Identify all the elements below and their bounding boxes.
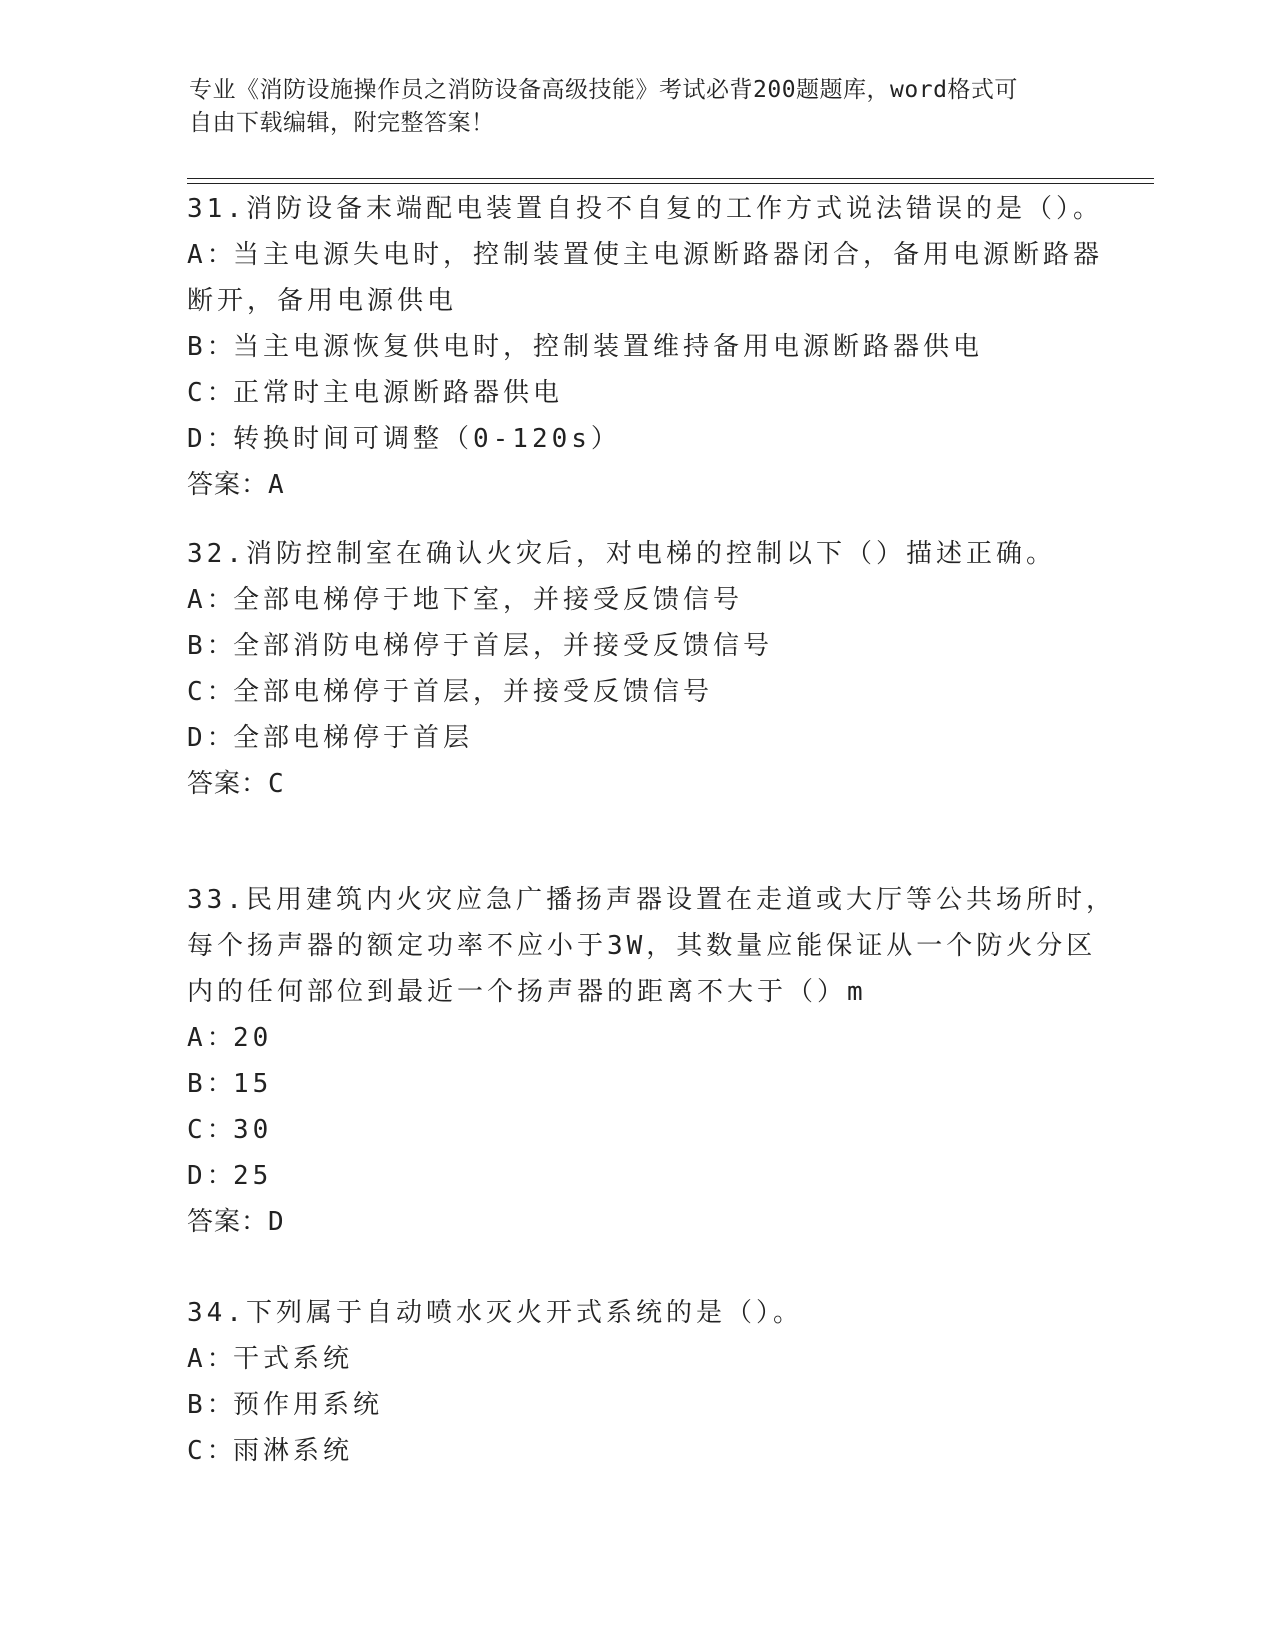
answer-line [187, 462, 1087, 508]
option-text: 当主电源恢复供电时，控制装置维持备用电源断路器供电 [233, 332, 984, 362]
option-c [187, 370, 1087, 416]
option-a [187, 1336, 1087, 1382]
option-text: 转换时间可调整（0-120s） [233, 424, 621, 454]
option-label: D： [187, 1161, 237, 1191]
option-text: 20 [233, 1023, 273, 1053]
option-c [187, 1428, 1087, 1474]
option-text: 正常时主电源断路器供电 [233, 378, 564, 408]
option-label: B： [187, 1390, 237, 1420]
header-line-1: 专业《消防设施操作员之消防设备高级技能》考试必背200题题库，word格式可 [189, 77, 1018, 103]
option-text: 15 [233, 1069, 273, 1099]
option-label: B： [187, 1069, 237, 1099]
answer-value: C [268, 769, 284, 799]
header-rule-top [187, 178, 1154, 179]
answer-line [187, 1199, 1087, 1245]
option-label: A： [187, 1344, 237, 1374]
option-text: 25 [233, 1161, 273, 1191]
option-text: 全部电梯停于首层 [233, 723, 474, 753]
answer-label: 答案： [187, 769, 269, 799]
option-text: 全部电梯停于地下室，并接受反馈信号 [233, 585, 744, 615]
option-label: C： [187, 378, 237, 408]
question-stem: 内的任何部位到最近一个扬声器的距离不大于（）m [187, 977, 867, 1007]
option-b [187, 324, 1087, 370]
option-label: C： [187, 677, 237, 707]
option-b [187, 623, 1087, 669]
option-a [187, 577, 1087, 623]
option-b [187, 1061, 1087, 1107]
answer-label: 答案： [187, 470, 269, 500]
question-stem: 32.消防控制室在确认火灾后，对电梯的控制以下（）描述正确。 [187, 539, 1056, 569]
option-d [187, 1153, 1087, 1199]
question-stem: 每个扬声器的额定功率不应小于3W，其数量应能保证从一个防火分区 [187, 931, 1097, 961]
option-label: A： [187, 585, 237, 615]
option-text: 雨淋系统 [233, 1436, 354, 1466]
answer-value: A [268, 470, 284, 500]
option-c [187, 669, 1087, 715]
question-31 [187, 186, 1104, 508]
question-33 [187, 877, 1116, 1245]
question-34 [187, 1290, 1087, 1474]
option-d [187, 416, 1087, 462]
question-stem: 34.下列属于自动喷水灭火开式系统的是（）。 [187, 1298, 803, 1328]
option-text: 预作用系统 [233, 1390, 384, 1420]
header-line-2: 自由下载编辑，附完整答案！ [189, 110, 495, 136]
option-label: C： [187, 1436, 237, 1466]
option-c [187, 1107, 1087, 1153]
option-text: 干式系统 [233, 1344, 354, 1374]
option-text: 当主电源失电时，控制装置使主电源断路器闭合，备用电源断路器 [233, 240, 1104, 270]
option-label: D： [187, 424, 237, 454]
option-label: A： [187, 240, 237, 270]
answer-line [187, 761, 1087, 807]
option-d [187, 715, 1087, 761]
option-text: 全部消防电梯停于首层，并接受反馈信号 [233, 631, 774, 661]
option-a [187, 232, 1104, 278]
header-rule-bottom [187, 183, 1154, 184]
option-b [187, 1382, 1087, 1428]
option-label: D： [187, 723, 237, 753]
option-label: A： [187, 1023, 237, 1053]
answer-value: D [268, 1207, 284, 1237]
option-text: 全部电梯停于首层，并接受反馈信号 [233, 677, 714, 707]
option-text: 30 [233, 1115, 273, 1145]
question-stem: 33.民用建筑内火灾应急广播扬声器设置在走道或大厅等公共场所时， [187, 885, 1116, 915]
question-stem: 31.消防设备末端配电装置自投不自复的工作方式说法错误的是（）。 [187, 194, 1103, 224]
option-a [187, 1015, 1087, 1061]
question-32 [187, 531, 1087, 807]
option-label: B： [187, 631, 237, 661]
answer-label: 答案： [187, 1207, 269, 1237]
option-label: B： [187, 332, 237, 362]
document-header [189, 74, 1089, 140]
option-label: C： [187, 1115, 237, 1145]
option-text-continued: 断开，备用电源供电 [187, 286, 458, 316]
